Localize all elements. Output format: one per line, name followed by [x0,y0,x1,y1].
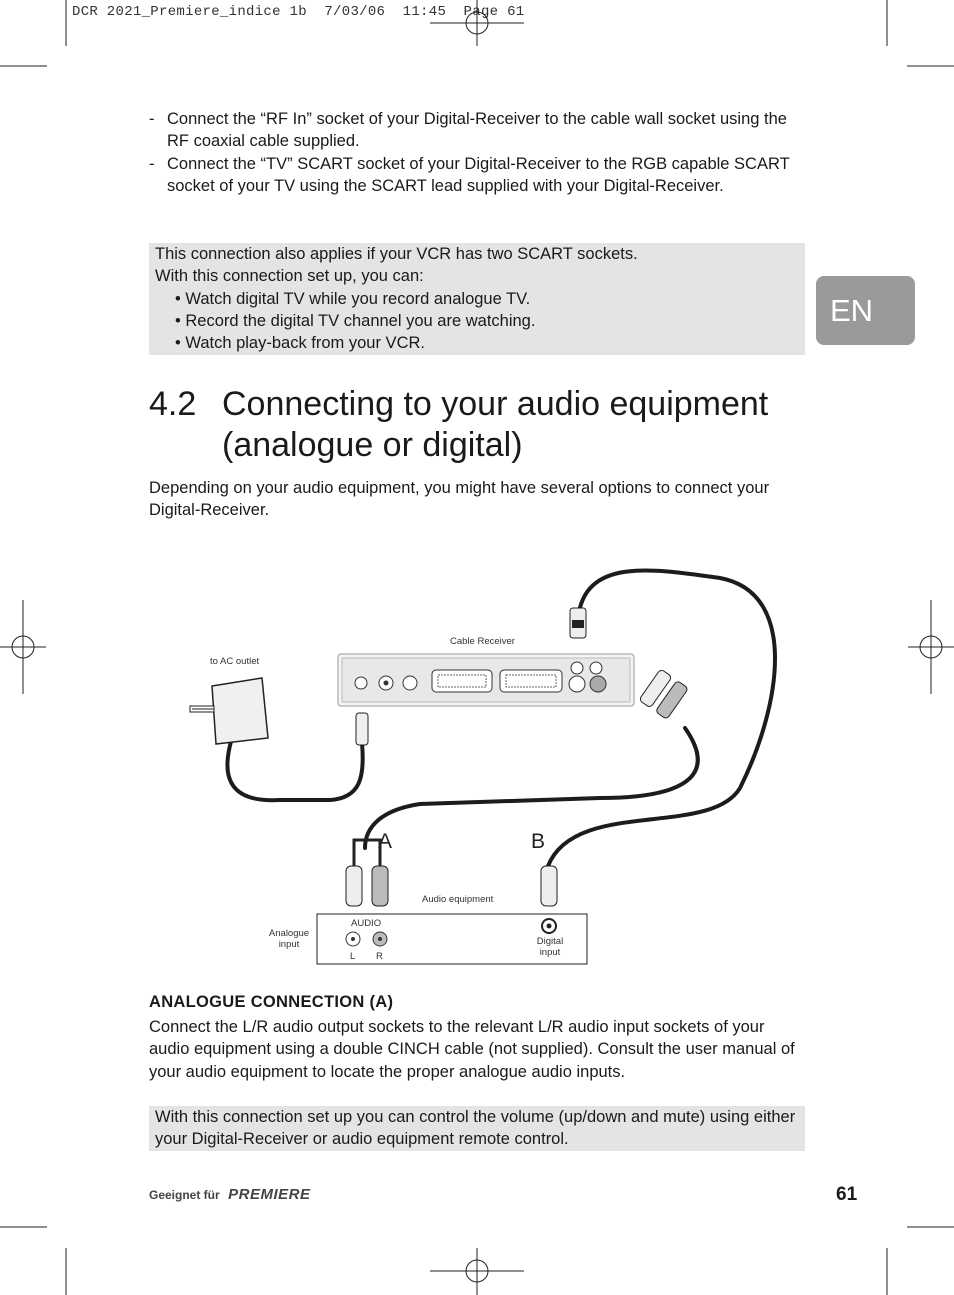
note-line: With this connection set up, you can: [155,267,424,286]
section-title: Connecting to your audio equipment (analogue or digital) [222,385,769,464]
analogue-input-label: Analogue input [268,928,310,950]
info-note [149,1106,805,1151]
page-number: 61 [836,1184,858,1205]
connection-diagram [180,548,780,978]
digital-input-label: Digital input [536,936,564,958]
right-channel-label: R [376,951,383,962]
optical-plug [570,608,586,638]
brand-prefix: Geeignet für [149,1187,220,1202]
list-item-text: Connect the “TV” SCART socket of your Digital-Receiver to the RGB capable SCART socket of your TV using the SCART lead supplied with your Digital-Receiver. [167,154,790,195]
language-tab: EN [816,276,915,345]
power-cable [227,738,362,800]
list-bullet: - [149,154,155,173]
note-text: With this connection set up you can control the volume (up/down and mute) using either your Digital-Receiver or audio equipment remote control. [155,1108,796,1149]
rca-plugs-receiver [639,669,689,720]
note-bullet: • Watch digital TV while you record analogue TV. [175,289,531,308]
left-channel-label: L [350,951,356,962]
note-line: This connection also applies if your VCR has two SCART sockets. [155,245,638,263]
list-item [149,153,809,198]
label-b: B [531,830,546,853]
cable-receiver [338,654,634,706]
digital-plug [541,866,557,906]
list-item [149,108,809,153]
audio-socket-label: AUDIO [351,918,382,929]
note-bullet: • Watch play-back from your VCR. [175,334,425,353]
section-number: 4.2 [149,385,197,423]
receiver-label: Cable Receiver [450,636,515,647]
info-note [149,243,805,355]
print-header: DCR 2021_Premiere_indice 1b 7/03/06 11:45 Page 61 [72,4,525,20]
list-bullet: - [149,110,155,128]
power-plug [356,713,368,745]
list-item-text: Connect the “RF In” socket of your Digital-Receiver to the cable wall socket using the RF coaxial cable supplied. [167,110,787,151]
diagram-graphic [180,548,780,978]
ac-adapter [190,678,268,744]
intro-paragraph: Depending on your audio equipment, you might have several options to connect your Digital-Receiver. [149,479,770,520]
brand-name: PREMIERE [228,1186,311,1204]
note-bullet: • Record the digital TV channel you are watching. [175,311,536,330]
label-a: A [378,830,393,853]
instruction-list [149,108,809,197]
premiere-logo [149,1186,311,1204]
ac-outlet-label: to AC outlet [210,656,260,667]
analogue-paragraph: Connect the L/R audio output sockets to the relevant L/R audio input sockets of your audio equipment using a double CINCH cable (not supplied). Consult the user manual of your audio equipment to locate the proper analogue audio inputs. [149,1018,795,1081]
audio-equipment-label: Audio equipment [422,894,494,905]
analogue-heading: ANALOGUE CONNECTION (A) [149,993,394,1011]
